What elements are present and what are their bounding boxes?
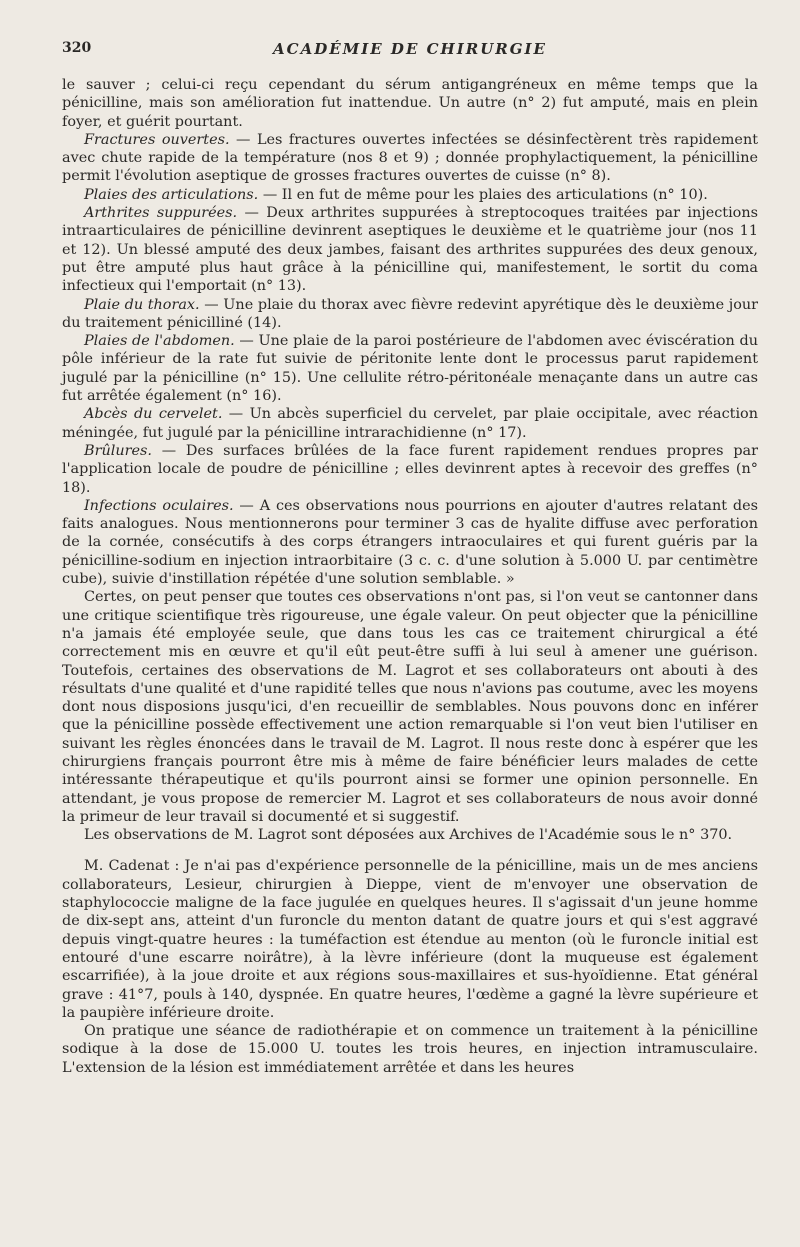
paragraph-text: — Deux arthrites suppurées à streptocoques traitées par injections intraarticulaires de pénicilline devinrent aseptiques le deuxième et le quatrième jour (nos 11 et 12). Un blessé amputé des deux jambes, faisant des arthrites suppurées des deux genoux, put être amputé plus haut grâce à la pénicilline qui, manifestement, le sortit du coma infectieux qui l'emportait (n° 13). — [62, 205, 758, 295]
paragraph-text: Certes, on peut penser que toutes ces observations n'ont pas, si l'on veut se cantonner dans une critique scientifique très rigoureuse, une égale valeur. On peut objecter que la pénicilline n'a jamais été employée seule, que dans tous les cas ce traitement chirurgical a été correctement mis en œuvre et qu'il eût peut-être suffi à lui seul à amener une guérison. Toutefois, certaines des observations de M. Lagrot et ses collaborateurs ont abouti à des résultats d'une qualité et d'une rapidité telles que nous n'avions pas coutume, avec les moyens dont nous disposions jusqu'ici, d'en recueillir de semblables. Nous pouvons donc en inférer que la pénicilline possède effectivement une action remarquable si l'on veut bien l'utiliser en suivant les règles énoncées dans le travail de M. Lagrot. Il nous reste donc à espérer que les chirurgiens français pourront être mis à même de faire bénéficier leurs malades de cette intéressante thérapeutique et qu'ils pourront ainsi se former une opinion personnelle. En attendant, je vous propose de remercier M. Lagrot et ses collaborateurs de nous avoir donné la primeur de leur travail si documenté et si suggestif. — [62, 589, 758, 825]
paragraph-text: le sauver ; celui-ci reçu cependant du sérum antigangréneux en même temps que la pénicilline, mais son amélioration fut inattendue. Un autre (n° 2) fut amputé, mais en plein foyer, et guérit pourtant. — [62, 77, 758, 130]
paragraph-cervelet — [62, 405, 758, 442]
speaker-name: M. Cadenat : — [84, 858, 180, 875]
paragraph-radiotherapie — [62, 1022, 758, 1077]
section-heading: Abcès du cervelet. — [84, 406, 223, 423]
paragraph-cadenat — [62, 857, 758, 1022]
section-heading: Arthrites suppurées. — [84, 205, 238, 222]
paragraph-infections-oculaires — [62, 497, 758, 588]
paragraph-fractures — [62, 131, 758, 186]
running-head: ACADÉMIE DE CHIRURGIE — [273, 40, 547, 58]
page-header — [62, 40, 758, 64]
paragraph-text: On pratique une séance de radiothérapie et on commence un traitement à la pénicilline sodique à la dose de 15.000 U. toutes les trois heures, en injection intramusculaire. L'extension de la lésion est immédiatement arrêtée et dans les heures — [62, 1023, 758, 1076]
body-text — [62, 76, 758, 1077]
paragraph-text: — Une plaie du thorax avec fièvre redevint apyrétique dès le deuxième jour du traitement pénicilliné (14). — [62, 296, 759, 331]
paragraph-text: — Un abcès superficiel du cervelet, par plaie occipitale, avec réaction méningée, fut jugulé par la pénicilline intrarachidienne (n° 17). — [62, 406, 758, 441]
section-heading: Fractures ouvertes. — [84, 131, 230, 148]
paragraph-articulations — [62, 186, 758, 204]
paragraph-abdomen — [62, 332, 758, 405]
paragraph-text: — A ces observations nous pourrions en ajouter d'autres relatant des faits analogues. Nous mentionnerons pour terminer 3 cas de hyalite diffuse avec perforation de la cornée, consécutifs à des corps étrangers intraoculaires et qui furent guéris par la pénicilline-sodium en injection intraorbitaire (3 c. c. d'une solution à 5.000 U. par centimètre cube), suivie d'instillation répétée d'une solution semblable. » — [62, 497, 758, 588]
paragraph-brulures — [62, 442, 758, 497]
paragraph-text: — Une plaie de la paroi postérieure de l'abdomen avec éviscération du pôle inférieur de la rate fut suivie de péritonite lente dont le processus parut rapidement jugulé par la pénicilline (n° 15). Une cellulite rétro-péritonéale menaçante dans un autre cas fut arrêtée également (n° 16). — [62, 333, 758, 405]
section-heading: Plaie du thorax. — [84, 296, 200, 313]
paragraph-text: — Les fractures ouvertes infectées se désinfectèrent très rapidement avec chute rapide de la température (nos 8 et 9) ; donnée prophylactiquement, la pénicilline permit l'évolution aseptique de grosses fractures ouvertes de cuisse (n° 8). — [62, 131, 758, 185]
paragraph-text: — Il en fut de même pour les plaies des articulations (n° 10). — [258, 186, 708, 203]
paragraph-text: Je n'ai pas d'expérience personnelle de la pénicilline, mais un de mes anciens collaborateurs, Lesieur, chirurgien à Dieppe, vient de m'envoyer une observation de staphylococcie maligne de la face jugulée en quelques heures. Il s'agissait d'un jeune homme de dix-sept ans, atteint d'un furoncle du menton datant de quatre jours et qui s'est aggravé depuis vingt-quatre heures : la tuméfaction est étendue au menton (où le furoncle initial est entouré d'une escarre noirâtre), à la lèvre inférieure (dont la muqueuse est également escarrifiée), à la joue droite et aux régions sous-maxillaires et sus-hyoïdienne. Etat général grave : 41°7, pouls à 140, dyspnée. En quatre heures, l'œdème a gagné la lèvre supérieure et la paupière inférieure droite. — [62, 858, 758, 1021]
paragraph-archives — [62, 826, 758, 844]
page-number: 320 — [62, 40, 92, 56]
section-heading: Infections oculaires. — [84, 497, 234, 514]
paragraph-text: — Des surfaces brûlées de la face furent rapidement rendues propres par l'application locale de poudre de pénicilline ; elles devinrent aptes à recevoir des greffes (n° 18). — [62, 442, 758, 496]
paragraph-text: Les observations de M. Lagrot sont déposées aux Archives de l'Académie sous le n° 370. — [84, 827, 733, 844]
section-heading: Brûlures. — [84, 442, 152, 459]
paragraph-thorax — [62, 296, 758, 333]
section-heading: Plaies de l'abdomen. — [84, 333, 235, 350]
paragraph-continuation — [62, 76, 758, 131]
paragraph-arthrites — [62, 204, 758, 295]
paragraph-discussion — [62, 588, 758, 826]
section-heading: Plaies des articulations. — [84, 186, 259, 203]
